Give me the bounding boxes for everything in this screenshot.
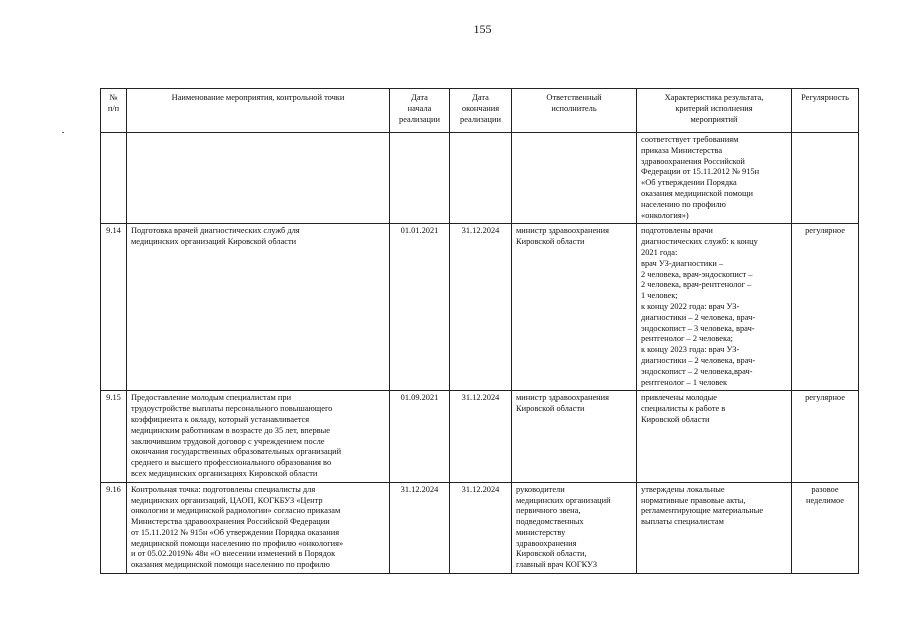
cell-end-date: 31.12.2024 — [450, 391, 512, 482]
cell-responsible: министр здравоохранения Кировской области — [512, 224, 637, 391]
cell-num: 9.14 — [101, 224, 127, 391]
cell-regularity: разовое неделимое — [792, 482, 859, 573]
header-regularity: Регулярность — [792, 89, 859, 133]
cell-responsible: министр здравоохранения Кировской области — [512, 391, 637, 482]
cell-result: привлечены молодые специалисты к работе в Кировской области — [637, 391, 792, 482]
cell-result: соответствует требованиям приказа Министерства здравоохранения Российской Федерации от 15.11.2012 № 915н «Об утверждении Порядка оказания медицинской помощи населению по профилю «онкология») — [637, 133, 792, 224]
cell-num — [101, 133, 127, 224]
cell-regularity: регулярное — [792, 391, 859, 482]
table-header-row — [101, 89, 859, 133]
cell-result: утверждены локальные нормативные правовые акты, регламентирующие материальные выплаты специалистам — [637, 482, 792, 573]
cell-start-date: 31.12.2024 — [390, 482, 450, 573]
cell-name — [127, 133, 390, 224]
cell-start-date: 01.01.2021 — [390, 224, 450, 391]
table-row — [101, 482, 859, 573]
header-start-date: Дата начала реализации — [390, 89, 450, 133]
cell-responsible: руководители медицинских организаций первичного звена, подведомственных министерству здравоохранения Кировской области, главный врач КОГКУЗ — [512, 482, 637, 573]
cell-num: 9.16 — [101, 482, 127, 573]
cell-end-date: 31.12.2024 — [450, 224, 512, 391]
cell-responsible — [512, 133, 637, 224]
cell-regularity: регулярное — [792, 224, 859, 391]
cell-num: 9.15 — [101, 391, 127, 482]
cell-end-date — [450, 133, 512, 224]
cell-name: Предоставление молодым специалистам при трудоустройстве выплаты персонального повышающего коэффициента к окладу, который устанавливается медицинским работникам в возрасте до 35 лет, впервые заключившим трудовой договор с учреждением после окончания государственных образовательных организаций среднего и высшего профессионального образования во всех медицинских организациях Кировской области — [127, 391, 390, 482]
cell-start-date: 01.09.2021 — [390, 391, 450, 482]
cell-name: Контрольная точка: подготовлены специалисты для медицинских организаций, ЦАОП, КОГКБУЗ «Центр онкологии и медицинской радиологии» согласно приказам Министерства здравоохранения Российской Федерации от 15.11.2012 № 915н «Об утверждении Порядка оказания медицинской помощи населению по профилю «онкология» и от 05.02.2019№ 48н «О внесении изменений в Порядок оказания медицинской помощи населению по профилю — [127, 482, 390, 573]
cell-start-date — [390, 133, 450, 224]
table-row — [101, 224, 859, 391]
table-row — [101, 391, 859, 482]
cell-name: Подготовка врачей диагностических служб для медицинских организаций Кировской области — [127, 224, 390, 391]
header-num: № п/п — [101, 89, 127, 133]
header-end-date: Дата окончания реализации — [450, 89, 512, 133]
cell-end-date: 31.12.2024 — [450, 482, 512, 573]
cell-regularity — [792, 133, 859, 224]
measures-table — [100, 88, 859, 574]
scan-speck — [62, 132, 64, 133]
table-row — [101, 133, 859, 224]
header-responsible: Ответственный исполнитель — [512, 89, 637, 133]
header-result: Характеристика результата, критерий исполнения мероприятий — [637, 89, 792, 133]
header-name: Наименование мероприятия, контрольной точки — [127, 89, 390, 133]
cell-result: подготовлены врачи диагностических служб: к концу 2021 года: врач УЗ-диагностики – 2 человека, врач-эндоскопист – 2 человека, врач-рентгенолог – 1 человек; к концу 2022 года: врач УЗ- диагностики – 2 человека, врач- эндоскопист – 3 человека, врач- рентгенолог – 2 человека; к концу 2023 года: врач УЗ- диагностики – 2 человека, врач- эндоскопист – 2 человека,врач- рентгенолог – 1 человек — [637, 224, 792, 391]
page-number: 155 — [473, 22, 492, 36]
